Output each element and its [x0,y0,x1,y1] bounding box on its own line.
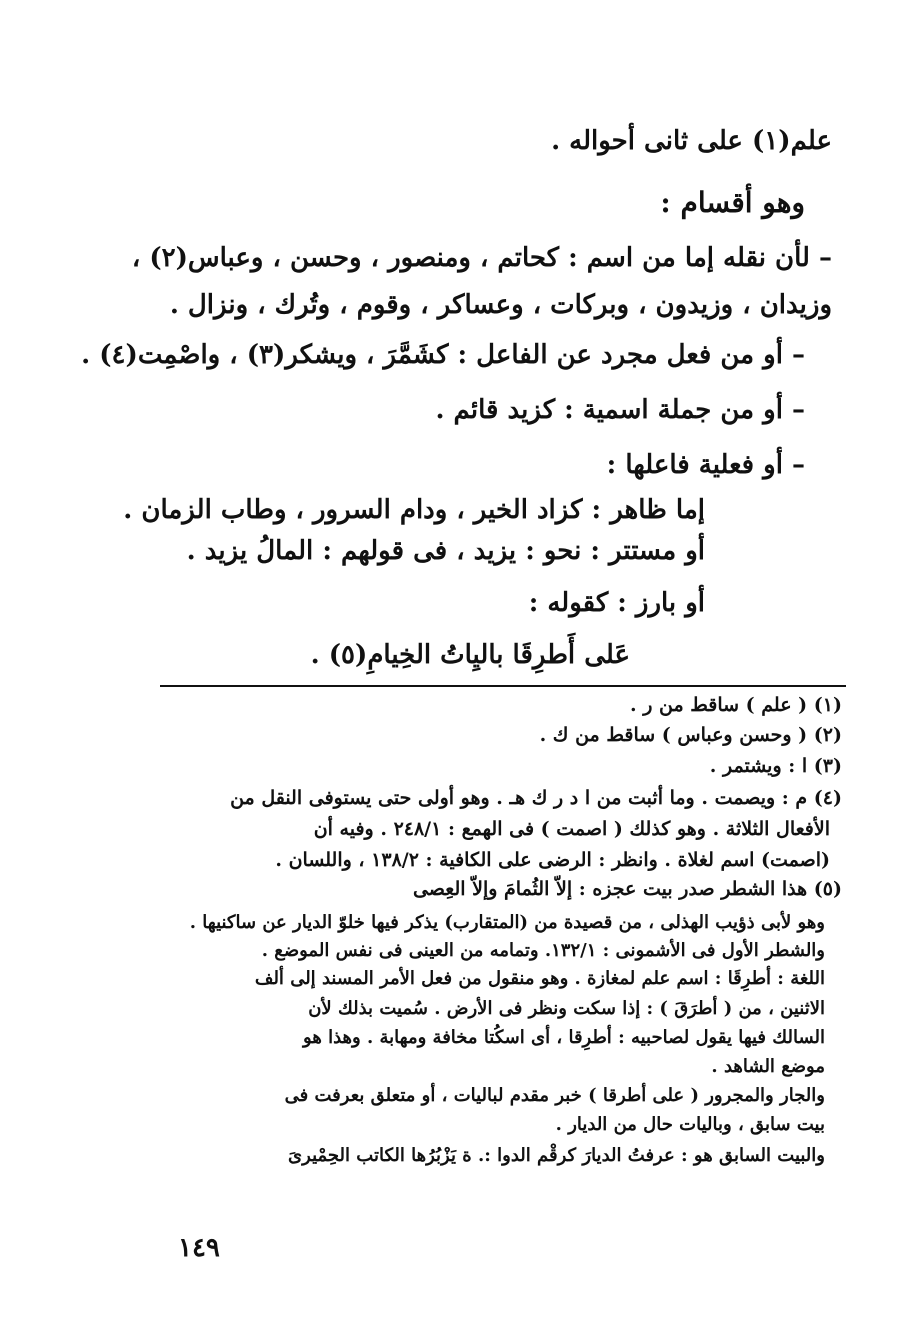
section-heading: وهو أقسام : [660,186,805,219]
footnote-line-14: والجار والمجرور ( على أطرقا ) خبر مقدم لباليات ، أو متعلق بعرفت فى [284,1085,825,1106]
footnote-line-5: الأفعال الثلاثة . وهو كذلك ( اصمت ) فى الهمع : ٢٤٨/١ . وفيه أن [313,818,830,840]
footnote-line-1: (١) ( علم ) ساقط من ر . [629,694,842,716]
footnote-line-6: (اصمت) اسم لغلاة . وانظر : الرضى على الكافية : ١٣٨/٢ ، واللسان . [275,849,830,871]
body-line-3: – لأن نقله إما من اسم : كحاتم ، ومنصور ، وحسن ، وعباس(٢) ، [131,243,832,273]
footnote-line-13: موضع الشاهد . [711,1056,825,1077]
body-line-7: – أو فعلية فاعلها : [606,450,805,480]
footnote-line-3: (٣) ا : ويشتمر . [709,755,842,777]
footnote-line-15: بيت سابق ، وباليات حال من الديار . [555,1114,825,1135]
body-line-9: أو مستتر : نحو : يزيد ، فى قولهم : المالُ يزيد . [186,536,705,566]
footnote-line-4: (٤) م : ويصمت . وما أثبت من ا د ر ك هـ . وهو أولى حتى يستوفى النقل من [230,787,842,809]
body-line-10: أو بارز : كقوله : [528,588,705,618]
footnote-line-10: اللغة : أطرِقَا : اسم علم لمغازة . وهو منقول من فعل الأمر المسند إلى ألف [254,968,825,989]
footnote-line-8: وهو لأبى ذؤيب الهذلى ، من قصيدة من (المتقارب) يذكر فيها خلوّ الديار عن ساكنيها . [189,912,825,933]
footnote-line-7: (٥) هذا الشطر صدر بيت عجزه : إلاّ الثُمامَ وإلاّ العِصى [412,878,842,900]
body-line-5: – أو من فعل مجرد عن الفاعل : كشَمَّرَ ، ويشكر(٣) ، واصْمِت(٤) . [81,340,805,370]
footnote-line-16: والبيت السابق هو : عرفتُ الديارَ كرقْم الدوا :. ة يَزْبُرُها الكاتب الحِمْيرىَ [288,1145,825,1166]
body-line-6: – أو من جملة اسمية : كزيد قائم . [435,395,805,425]
footnote-line-2: (٢) ( وحسن وعباس ) ساقط من ك . [539,724,842,746]
page-number: ١٤٩ [178,1233,220,1263]
footnote-line-9: والشطر الأول فى الأشمونى : ١٣٢/١. وتمامه من العينى فى نفس الموضع . [261,940,825,961]
body-line-1: علم(١) على ثانى أحواله . [551,126,832,156]
body-line-4: وزيدان ، وزيدون ، وبركات ، وعساكر ، وقوم ، وتُرك ، ونزال . [169,290,832,320]
footnote-line-11: الاثنين ، من ( أطرَقَ ) : إذا سكت ونظر فى الأرض . سُميت بذلك لأن [308,998,825,1019]
footnote-line-12: السالك فيها يقول لصاحبيه : أطرِقا ، أى اسكُتا مخافة ومهابة . وهذا هو [303,1027,825,1048]
body-line-8: إما ظاهر : كزاد الخير ، ودام السرور ، وطاب الزمان . [123,495,705,525]
footnote-separator [160,685,846,687]
verse-line: عَلى أَطرِقَا باليِاتُ الخِيامِ(٥) . [310,640,630,670]
